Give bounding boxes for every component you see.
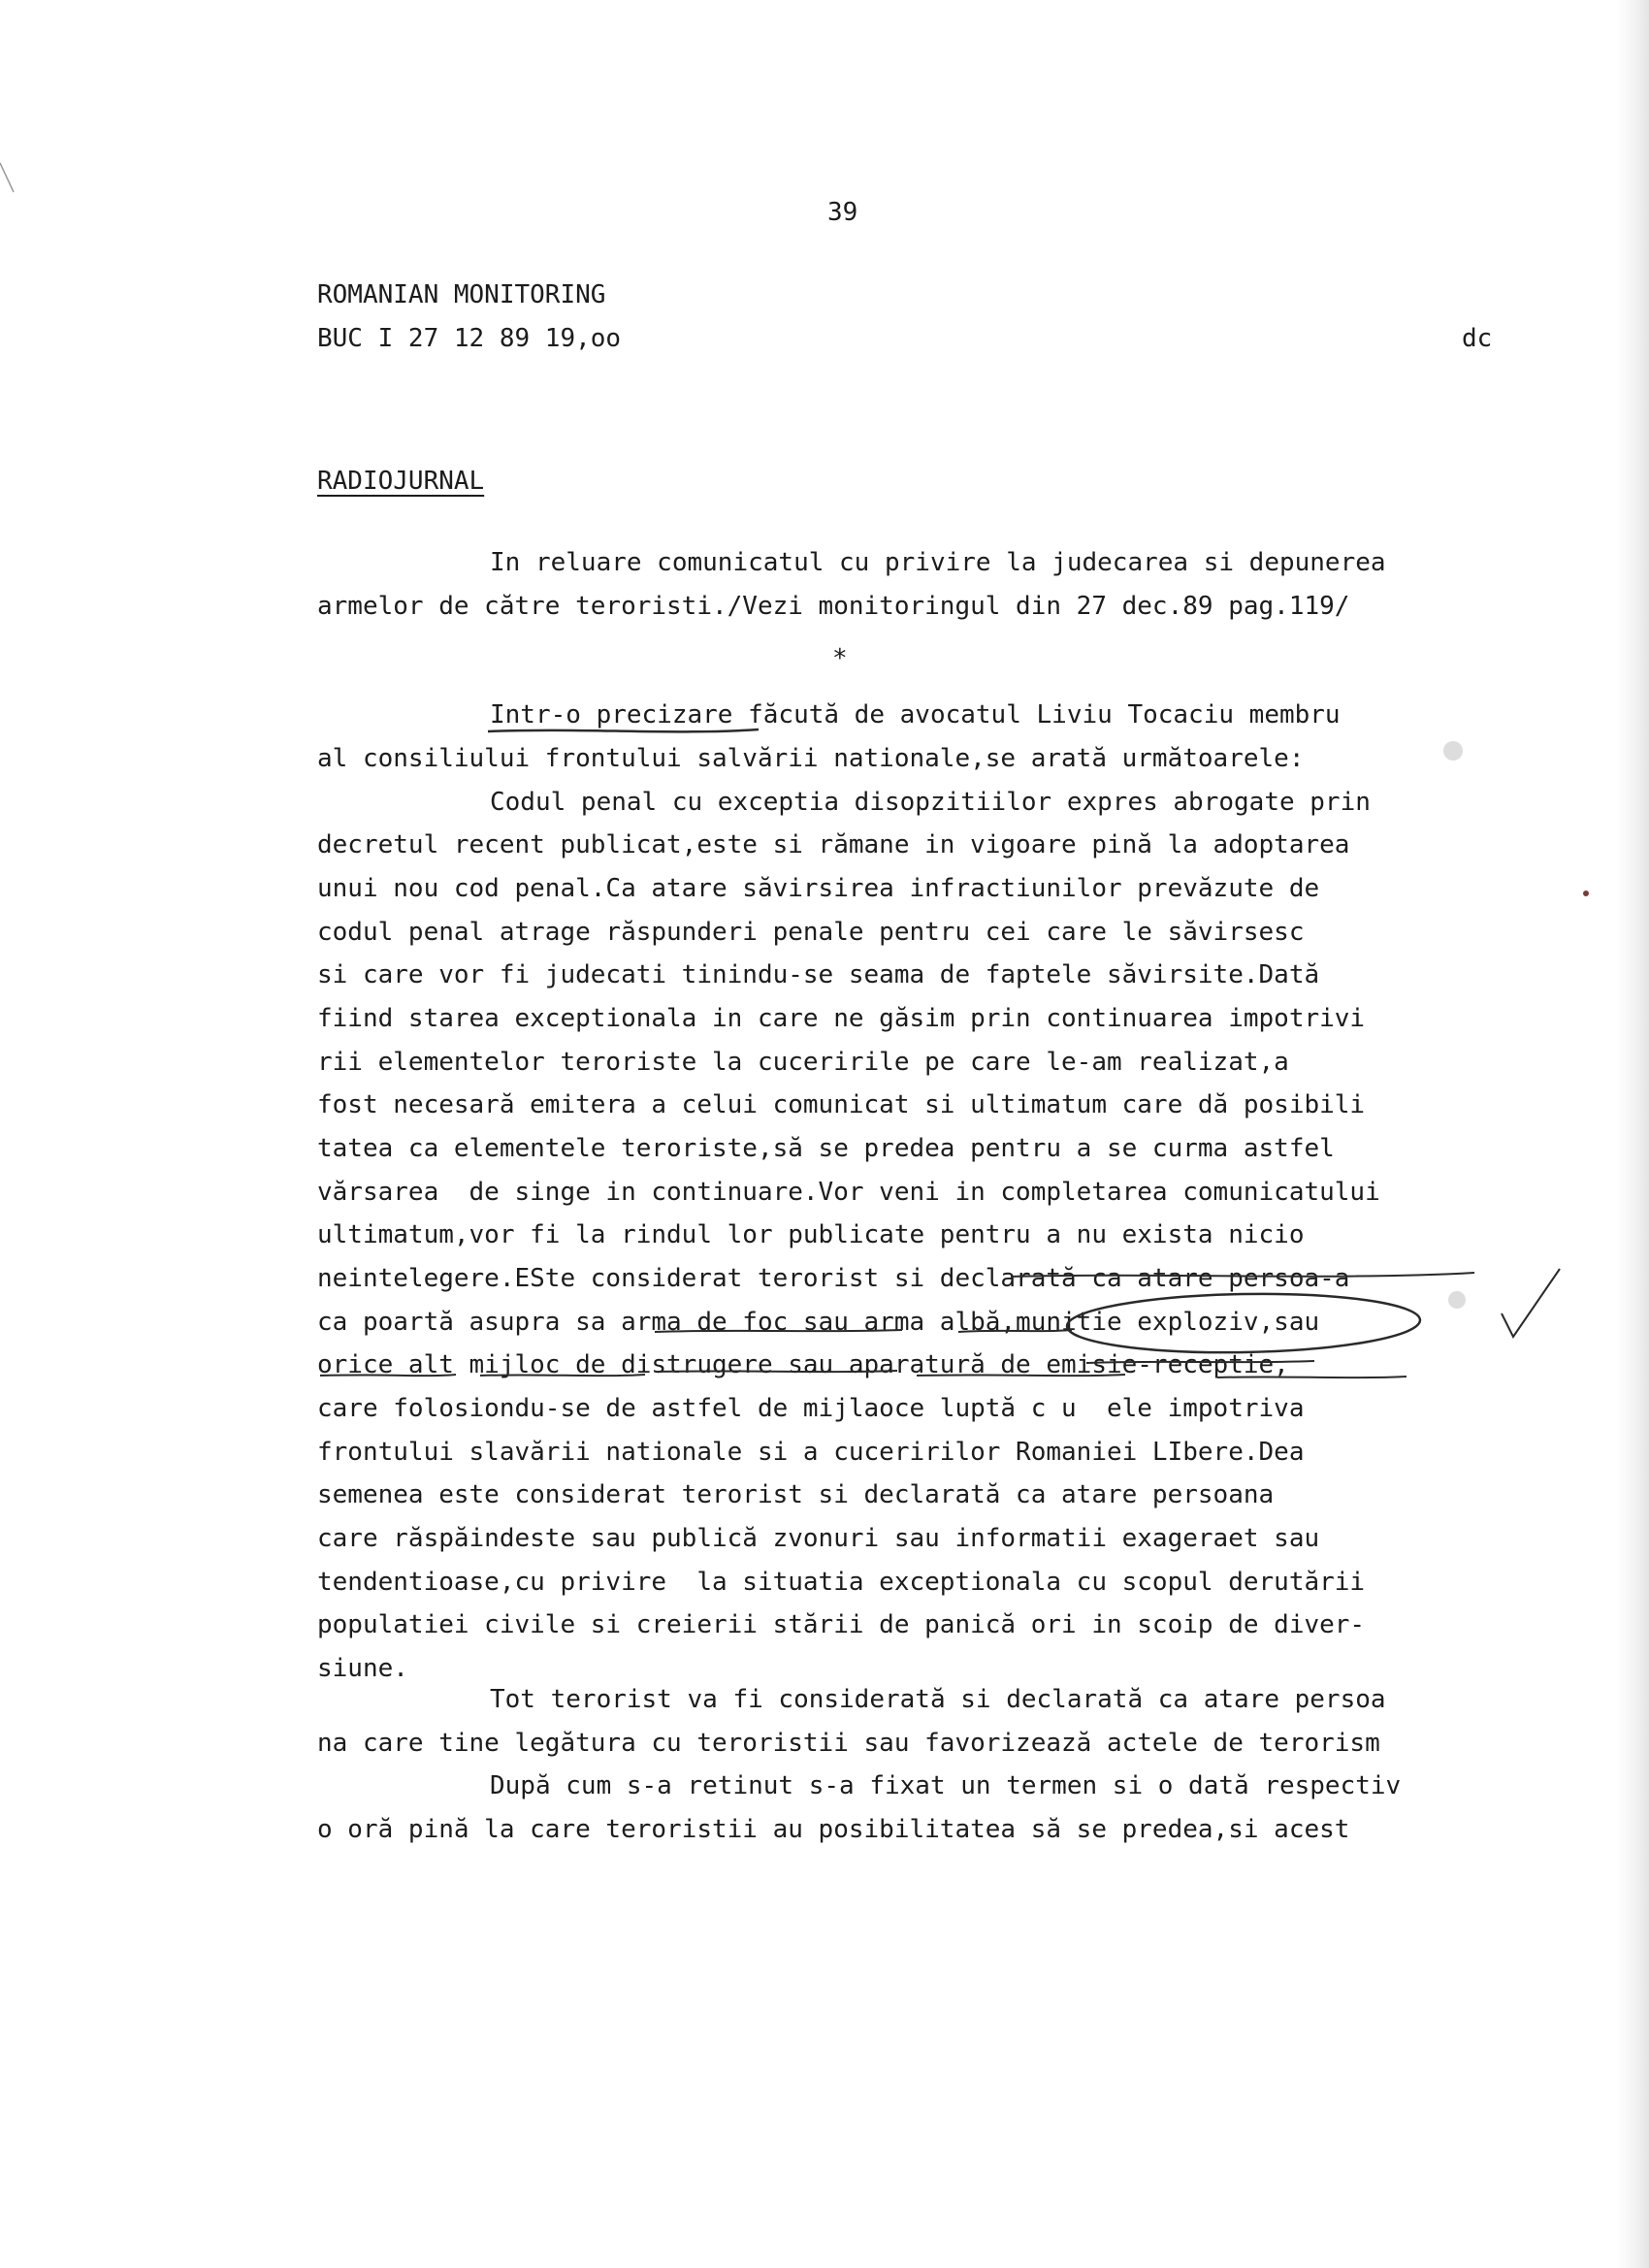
header-reference: BUC I 27 12 89 19,oo [317, 324, 622, 353]
header-initials: dc [1462, 324, 1493, 353]
body-line: Intr-o precizare făcută de avocatul Liviu Tocaciu membru [490, 700, 1341, 729]
body-line: si care vor fi judecati tinindu-se seama de faptele săvirsite.Dată [317, 960, 1320, 989]
section-title: RADIOJURNAL [317, 467, 485, 496]
body-line: care răspăindeste sau publică zvonuri sau informatii exageraet sau [317, 1524, 1320, 1553]
body-line: na care tine legătura cu teroristii sau favorizează actele de terorism [317, 1729, 1380, 1758]
body-line: Tot terorist va fi considerată si declarată ca atare persoa [490, 1685, 1386, 1714]
smudge [1443, 741, 1463, 761]
body-line: După cum s-a retinut s-a fixat un termen si o dată respectiv [490, 1771, 1402, 1800]
body-line: tendentioase,cu privire la situatia exceptionala cu scopul derutării [317, 1568, 1366, 1597]
header-source: ROMANIAN MONITORING [317, 280, 606, 309]
check-mark-icon [1502, 1269, 1560, 1337]
smudge [1448, 1291, 1466, 1309]
body-line: Codul penal cu exceptia disopzitiilor expres abrogate prin [490, 788, 1371, 817]
body-line: armelor de către teroristi./Vezi monitoringul din 27 dec.89 pag.119/ [317, 592, 1350, 621]
body-line: orice alt mijloc de distrugere sau aparatură de emisie-receptie, [317, 1350, 1289, 1379]
body-line: frontului slavării nationale si a cuceririlor Romaniei LIbere.Dea [317, 1438, 1305, 1467]
page-number: 39 [827, 198, 858, 227]
scan-mark [0, 163, 14, 192]
ink-dot [1583, 891, 1589, 896]
body-line: ultimatum,vor fi la rindul lor publicate pentru a nu exista nicio [317, 1220, 1305, 1249]
body-line: codul penal atrage răspunderi penale pentru cei care le săvirsesc [317, 918, 1305, 947]
body-line: care folosiondu-se de astfel de mijlaoce luptă c u ele impotriva [317, 1394, 1305, 1423]
body-line: neintelegere.ESte considerat terorist si declarată ca atare persoa-a [317, 1264, 1350, 1293]
body-line: al consiliului frontului salvării nationale,se arată următoarele: [317, 744, 1305, 773]
body-line: unui nou cod penal.Ca atare săvirsirea infractiunilor prevăzute de [317, 874, 1320, 903]
body-line: ca poartă asupra sa arma de foc sau arma albă,munitie exploziv,sau [317, 1308, 1320, 1337]
body-line: semenea este considerat terorist si declarată ca atare persoana [317, 1480, 1275, 1509]
body-line: fiind starea exceptionala in care ne găsim prin continuarea impotrivi [317, 1004, 1366, 1033]
scan-page-edge [1616, 0, 1649, 2268]
body-line: o oră pină la care teroristii au posibilitatea să se predea,si acest [317, 1815, 1350, 1844]
pen-underline [488, 729, 759, 731]
body-line: rii elementelor teroriste la cuceririle pe care le-am realizat,a [317, 1048, 1289, 1077]
body-line: siune. [317, 1654, 408, 1683]
body-line: vărsarea de singe in continuare.Vor veni in completarea comunicatului [317, 1178, 1380, 1207]
body-line: populatiei civile si creierii stării de panică ori in scoip de diver- [317, 1610, 1366, 1639]
body-line: tatea ca elementele teroriste,să se predea pentru a se curma astfel [317, 1134, 1335, 1163]
body-line: In reluare comunicatul cu privire la judecarea si depunerea [490, 548, 1386, 577]
separator-asterisk: * [832, 644, 848, 673]
body-line: fost necesară emitera a celui comunicat si ultimatum care dă posibili [317, 1090, 1366, 1119]
body-line: decretul recent publicat,este si rămane in vigoare pină la adoptarea [317, 830, 1350, 859]
